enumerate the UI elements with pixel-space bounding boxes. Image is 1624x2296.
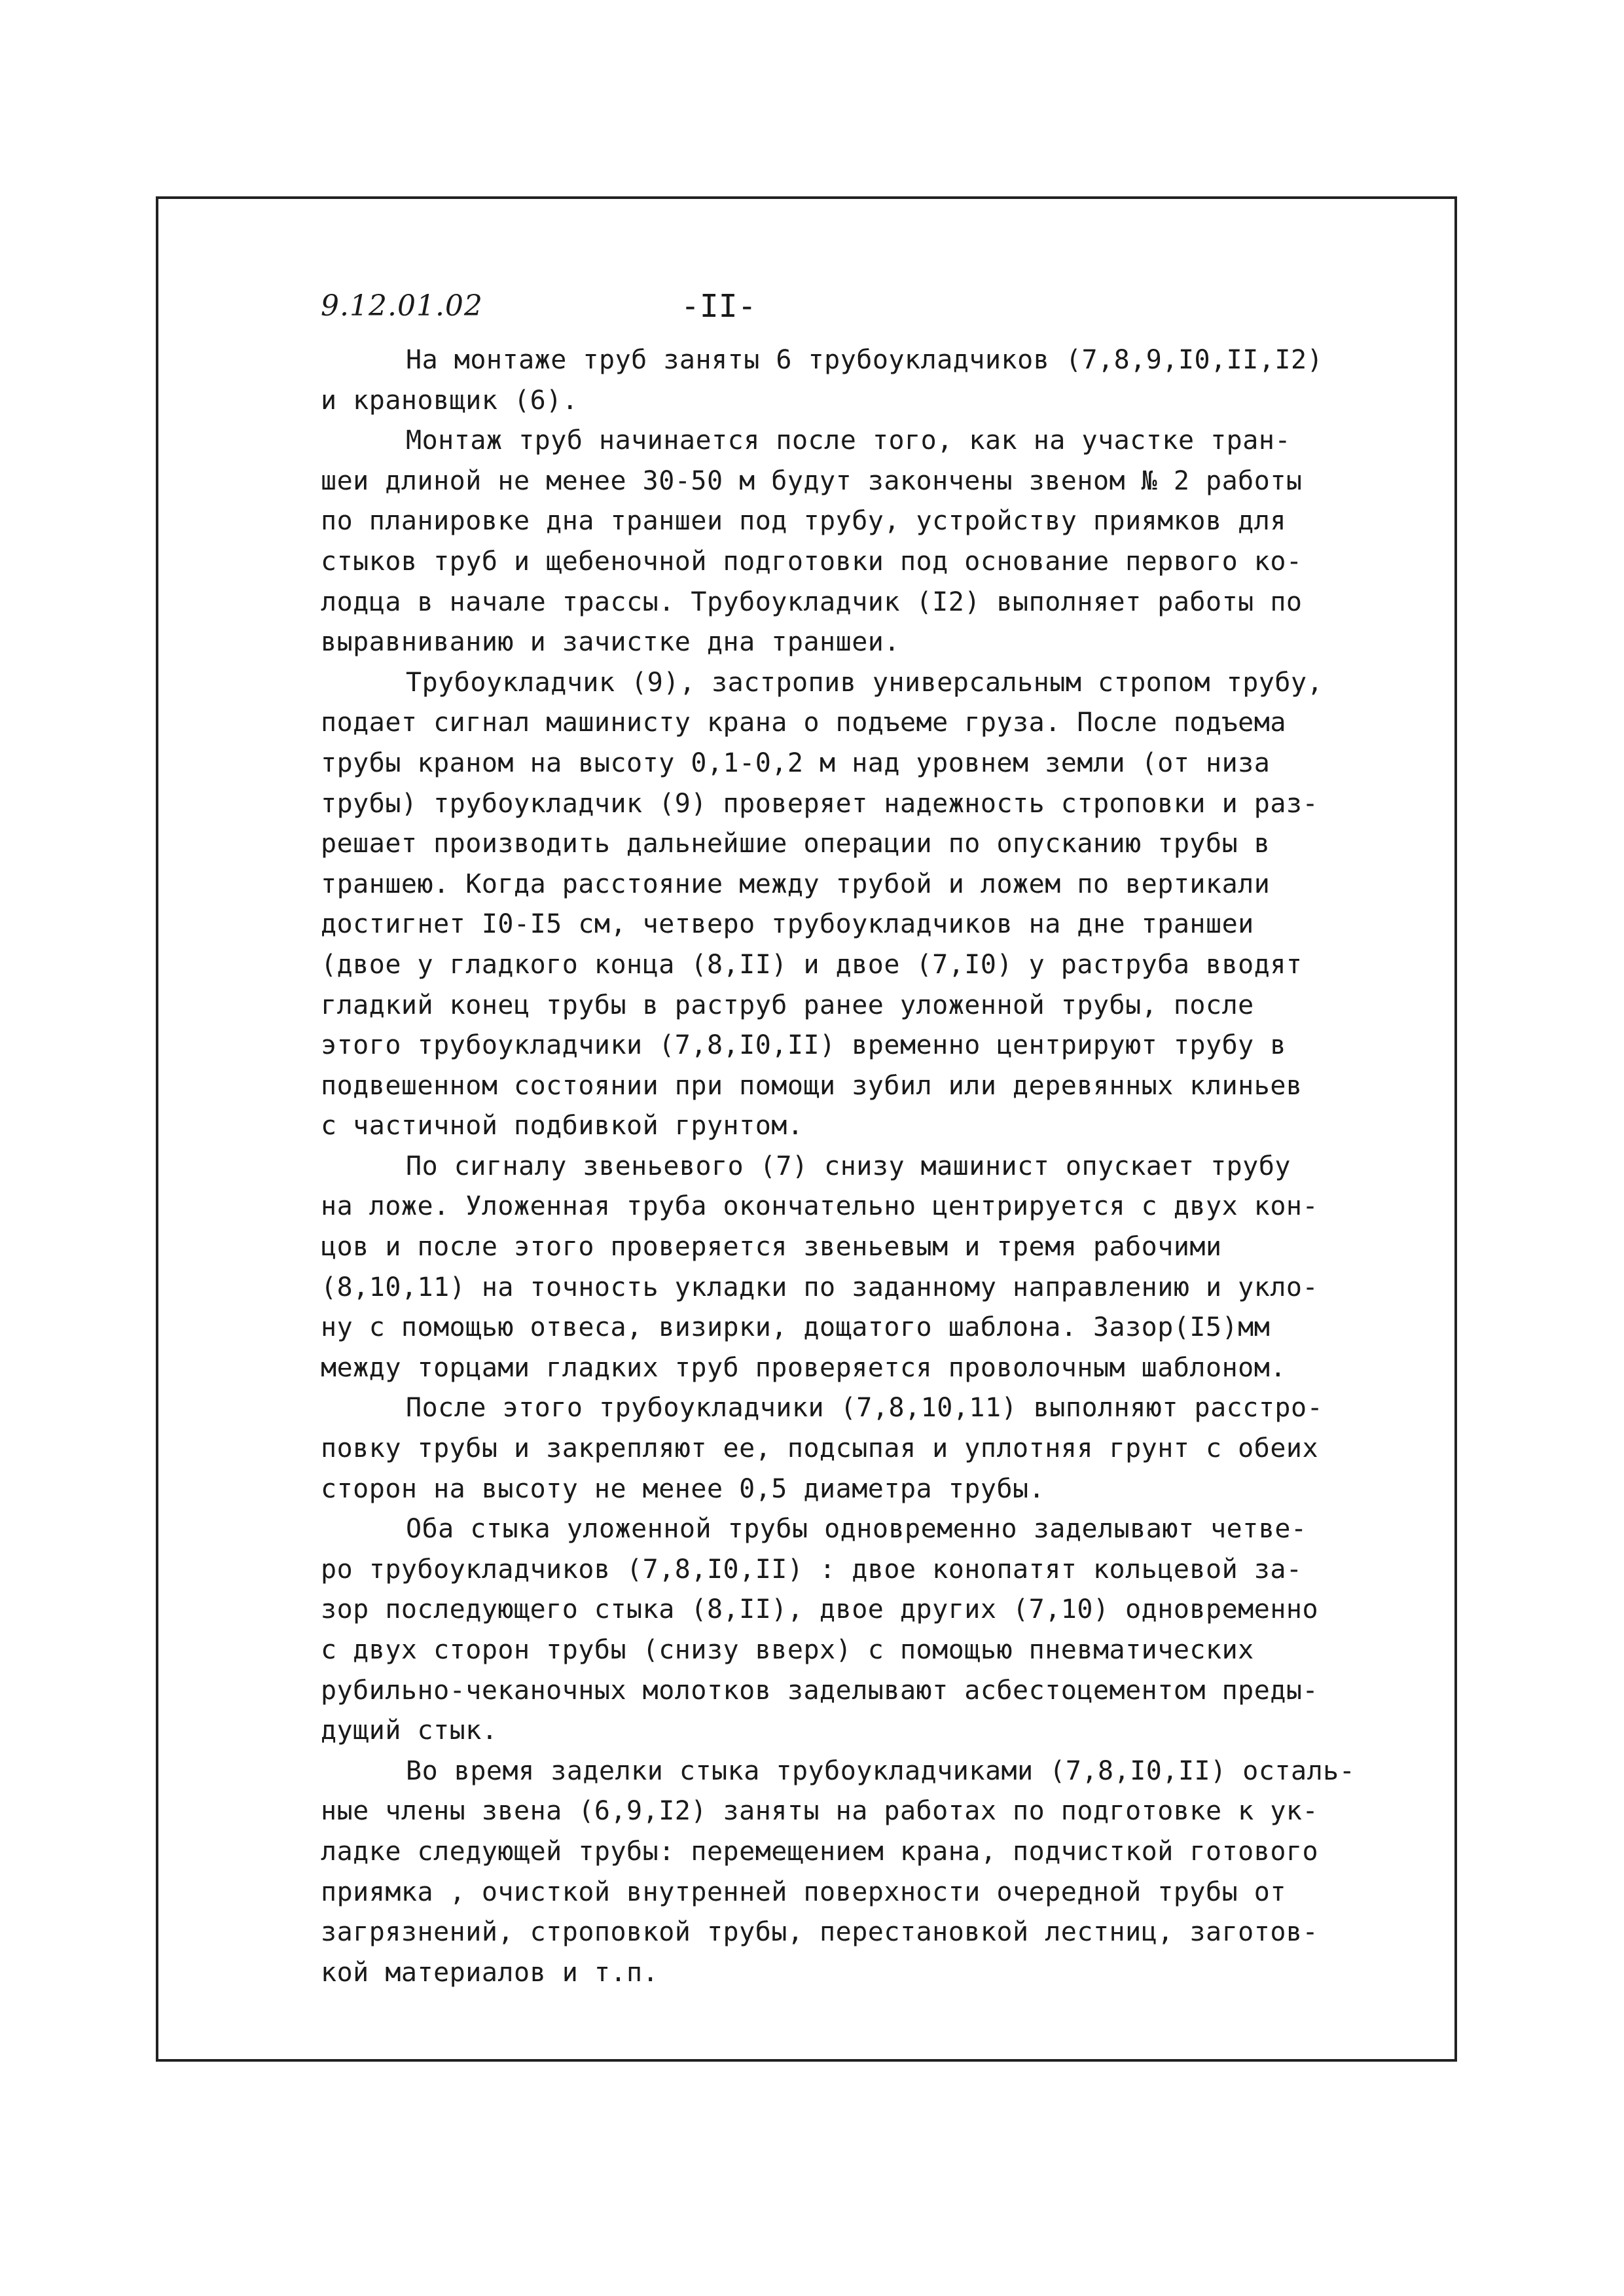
- text-line: Трубоукладчик (9), застропив универсальным стропом трубу,: [406, 667, 1324, 698]
- text-line: Оба стыка уложенной трубы одновременно заделывают четве-: [406, 1514, 1307, 1545]
- text-line: решает производить дальнейшие операции по опусканию трубы в: [321, 829, 1271, 859]
- text-line: траншею. Когда расстояние между трубой и ложем по вертикали: [321, 869, 1271, 899]
- text-line: лодца в начале трассы. Трубоукладчик (I2) выполняет работы по: [321, 586, 1303, 617]
- text-line: шеи длиной не менее 30-50 м будут закончены звеном № 2 работы: [321, 465, 1303, 496]
- text-line: достигнет I0-I5 см, четверо трубоукладчиков на дне траншеи: [321, 909, 1254, 940]
- text-line: гладкий конец трубы в раструб ранее уложенной трубы, после: [321, 990, 1254, 1020]
- text-line: По сигналу звеньевого (7) снизу машинист опускает трубу: [406, 1151, 1291, 1181]
- text-line: выравниванию и зачистке дна траншеи.: [321, 627, 900, 658]
- text-line: сторон на высоту не менее 0,5 диаметра трубы.: [321, 1473, 1045, 1504]
- text-line: рубильно-чеканочных молотков заделывают асбестоцементом преды-: [321, 1675, 1319, 1706]
- text-line: Монтаж труб начинается после того, как на участке тран-: [406, 425, 1291, 456]
- text-line: загрязнений, строповкой трубы, перестановкой лестниц, заготов-: [321, 1917, 1319, 1948]
- page-number: -II-: [681, 288, 757, 325]
- text-line: кой материалов и т.п.: [321, 1957, 659, 1988]
- document-code: 9.12.01.02: [321, 289, 483, 323]
- text-line: (8,10,11) на точность укладки по заданному направлению и укло-: [321, 1272, 1319, 1302]
- text-line: трубы краном на высоту 0,1-0,2 м над уровнем земли (от низа: [321, 747, 1271, 778]
- text-line: и крановщик (6).: [321, 385, 579, 416]
- text-line: трубы) трубоукладчик (9) проверяет надежность строповки и раз-: [321, 788, 1319, 819]
- text-line: (двое у гладкого конца (8,II) и двое (7,I0) у раструба вводят: [321, 949, 1303, 980]
- text-line: На монтаже труб заняты 6 трубоукладчиков (7,8,9,I0,II,I2): [406, 345, 1324, 375]
- text-line: зор последующего стыка (8,II), двое других (7,10) одновременно: [321, 1594, 1319, 1625]
- text-line: на ложе. Уложенная труба окончательно центрируется с двух кон-: [321, 1191, 1319, 1222]
- text-line: стыков труб и щебеночной подготовки под основание первого ко-: [321, 546, 1303, 577]
- text-line: ные члены звена (6,9,I2) заняты на работах по подготовке к ук-: [321, 1796, 1319, 1827]
- text-line: повку трубы и закрепляют ее, подсыпая и уплотняя грунт с обеих: [321, 1433, 1319, 1464]
- page-header: [321, 287, 1434, 332]
- document-body: [321, 340, 1427, 1993]
- text-line: ладке следующей трубы: перемещением крана, подчисткой готового: [321, 1836, 1319, 1867]
- text-line: цов и после этого проверяется звеньевым и тремя рабочими: [321, 1232, 1222, 1263]
- text-line: Во время заделки стыка трубоукладчиками (7,8,I0,II) осталь-: [406, 1755, 1356, 1786]
- text-line: подает сигнал машинисту крана о подъеме груза. После подъема: [321, 708, 1286, 738]
- text-line: ну с помощью отвеса, визирки, дощатого шаблона. Зазор(I5)мм: [321, 1312, 1271, 1343]
- text-line: между торцами гладких труб проверяется проволочным шаблоном.: [321, 1352, 1286, 1383]
- text-line: дущий стык.: [321, 1715, 498, 1746]
- text-line: приямка , очисткой внутренней поверхности очередной трубы от: [321, 1876, 1286, 1907]
- text-line: подвешенном состоянии при помощи зубил или деревянных клиньев: [321, 1070, 1303, 1101]
- text-line: После этого трубоукладчики (7,8,10,11) выполняют расстро-: [406, 1393, 1324, 1424]
- text-line: ро трубоукладчиков (7,8,I0,II) : двое конопатят кольцевой за-: [321, 1554, 1303, 1585]
- text-line: по планировке дна траншеи под трубу, устройству приямков для: [321, 506, 1286, 537]
- text-line: этого трубоукладчики (7,8,I0,II) временно центрируют трубу в: [321, 1030, 1286, 1061]
- text-line: с двух сторон трубы (снизу вверх) с помощью пневматических: [321, 1635, 1254, 1665]
- text-line: с частичной подбивкой грунтом.: [321, 1111, 804, 1141]
